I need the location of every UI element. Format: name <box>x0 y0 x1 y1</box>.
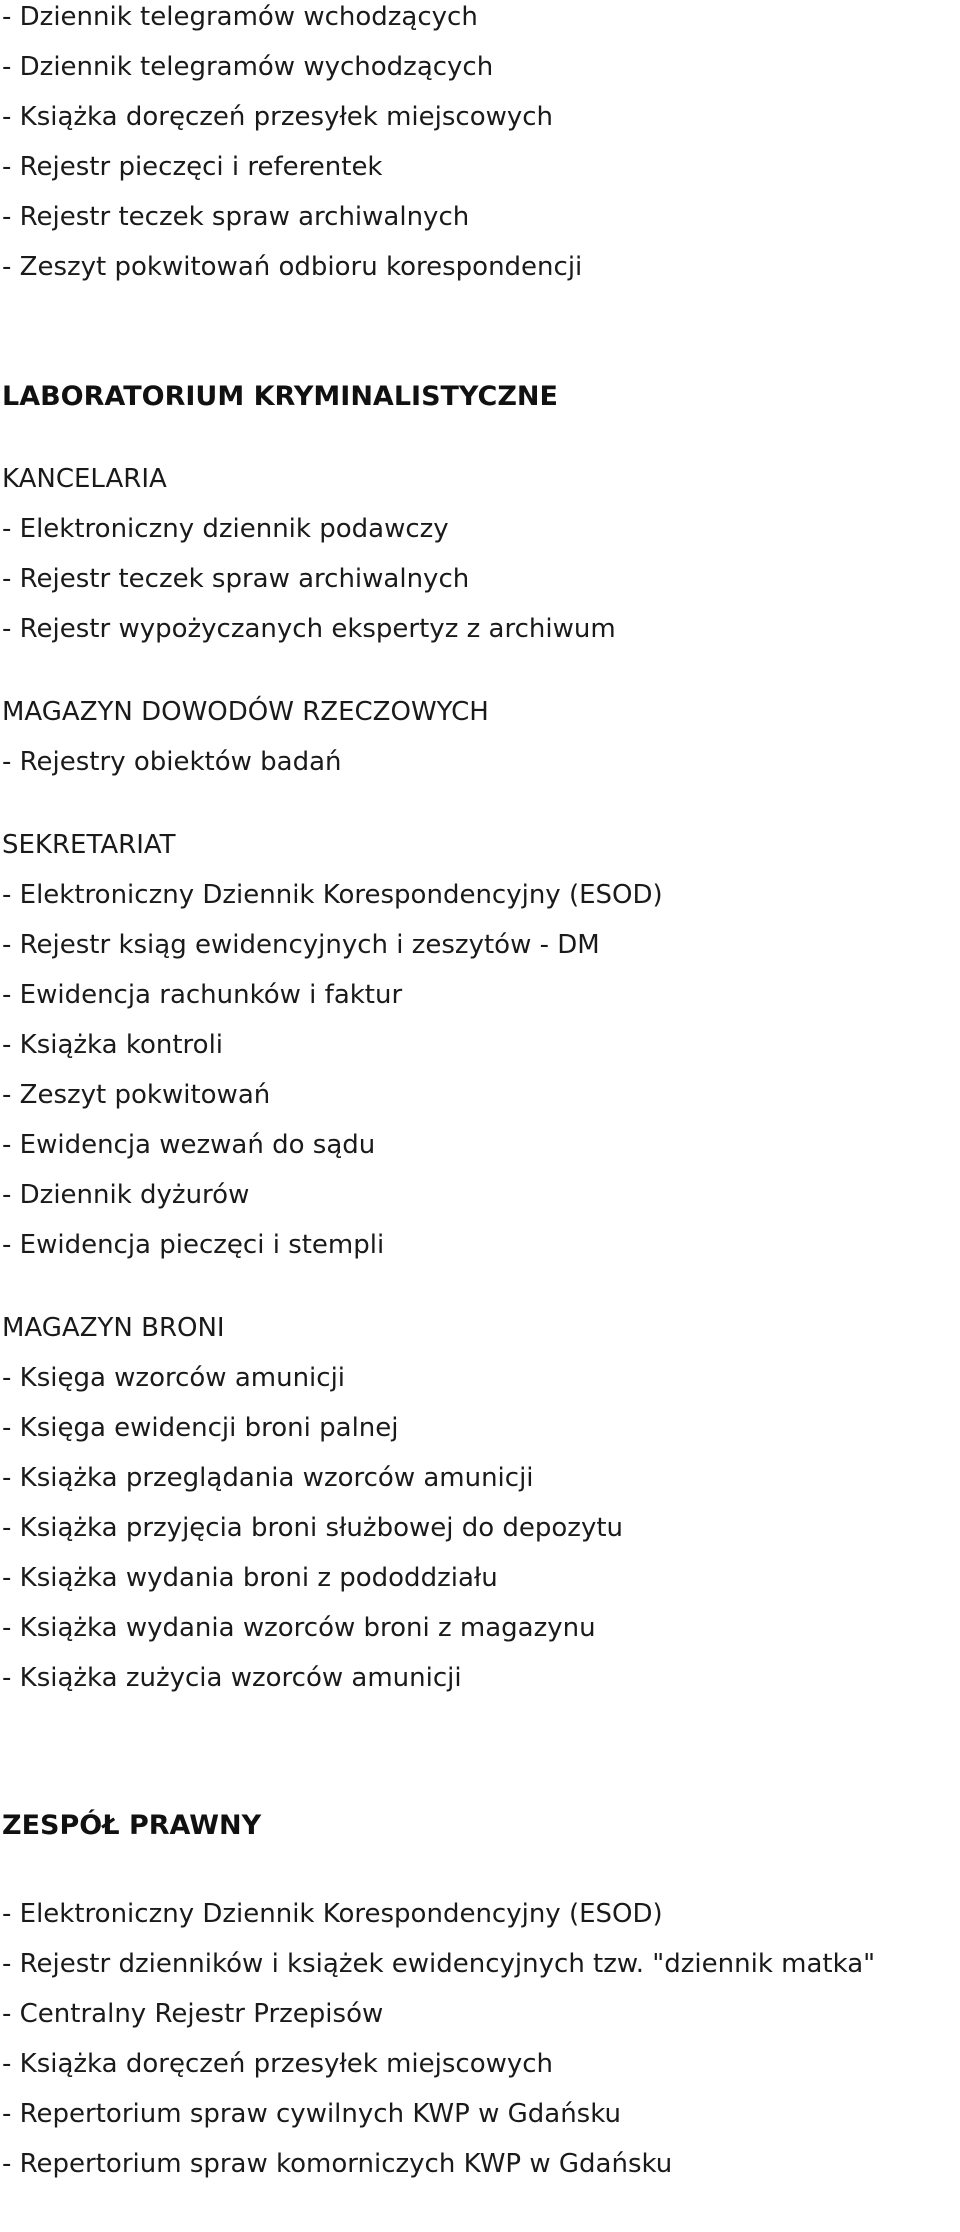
list-item: - Repertorium spraw komorniczych KWP w Gdańsku <box>2 2149 673 2179</box>
list-item: - Zeszyt pokwitowań <box>2 1080 271 1110</box>
list-item: - Rejestr teczek spraw archiwalnych <box>2 564 470 594</box>
list-item: - Elektroniczny dziennik podawczy <box>2 514 449 544</box>
list-item: - Rejestry obiektów badań <box>2 747 342 777</box>
list-item: - Książka przeglądania wzorców amunicji <box>2 1463 534 1493</box>
list-item: - Dziennik telegramów wchodzących <box>2 2 478 32</box>
list-item: - Księga wzorców amunicji <box>2 1363 346 1393</box>
list-item: - Ewidencja rachunków i faktur <box>2 980 403 1010</box>
section-title-zespol-prawny: ZESPÓŁ PRAWNY <box>2 1810 262 1841</box>
list-item: - Repertorium spraw cywilnych KWP w Gdańsku <box>2 2099 621 2129</box>
list-item: - Ewidencja wezwań do sądu <box>2 1130 376 1160</box>
list-item: - Centralny Rejestr Przepisów <box>2 1999 384 2029</box>
list-item: - Elektroniczny Dziennik Korespondencyjny (ESOD) <box>2 880 663 910</box>
list-item: - Książka zużycia wzorców amunicji <box>2 1663 462 1693</box>
list-item: - Rejestr wypożyczanych ekspertyz z archiwum <box>2 614 616 644</box>
list-item: - Dziennik telegramów wychodzących <box>2 52 494 82</box>
subsection-heading-magazyn-broni: MAGAZYN BRONI <box>2 1313 225 1343</box>
list-item: - Zeszyt pokwitowań odbioru korespondencji <box>2 252 583 282</box>
section-title-laboratorium: LABORATORIUM KRYMINALISTYCZNE <box>2 381 558 412</box>
subsection-heading-sekretariat: SEKRETARIAT <box>2 830 176 860</box>
list-item: - Elektroniczny Dziennik Korespondencyjny (ESOD) <box>2 1899 663 1929</box>
list-item: - Książka doręczeń przesyłek miejscowych <box>2 2049 554 2079</box>
list-item: - Książka wydania wzorców broni z magazynu <box>2 1613 596 1643</box>
list-item: - Książka kontroli <box>2 1030 224 1060</box>
list-item: - Książka doręczeń przesyłek miejscowych <box>2 102 554 132</box>
subsection-heading-kancelaria: KANCELARIA <box>2 464 167 494</box>
list-item: - Rejestr ksiąg ewidencyjnych i zeszytów - DM <box>2 930 600 960</box>
list-item: - Książka przyjęcia broni służbowej do depozytu <box>2 1513 624 1543</box>
list-item: - Dziennik dyżurów <box>2 1180 250 1210</box>
list-item: - Rejestr pieczęci i referentek <box>2 152 383 182</box>
intro-list <box>2 0 960 292</box>
subsection-heading-magazyn-dowodow: MAGAZYN DOWODÓW RZECZOWYCH <box>2 697 489 727</box>
list-item: - Rejestr dzienników i książek ewidencyjnych tzw. "dziennik matka" <box>2 1949 876 1979</box>
list-item: - Ewidencja pieczęci i stempli <box>2 1230 385 1260</box>
list-item: - Rejestr teczek spraw archiwalnych <box>2 202 470 232</box>
list-item: - Książka wydania broni z pododdziału <box>2 1563 498 1593</box>
list-item: - Księga ewidencji broni palnej <box>2 1413 399 1443</box>
